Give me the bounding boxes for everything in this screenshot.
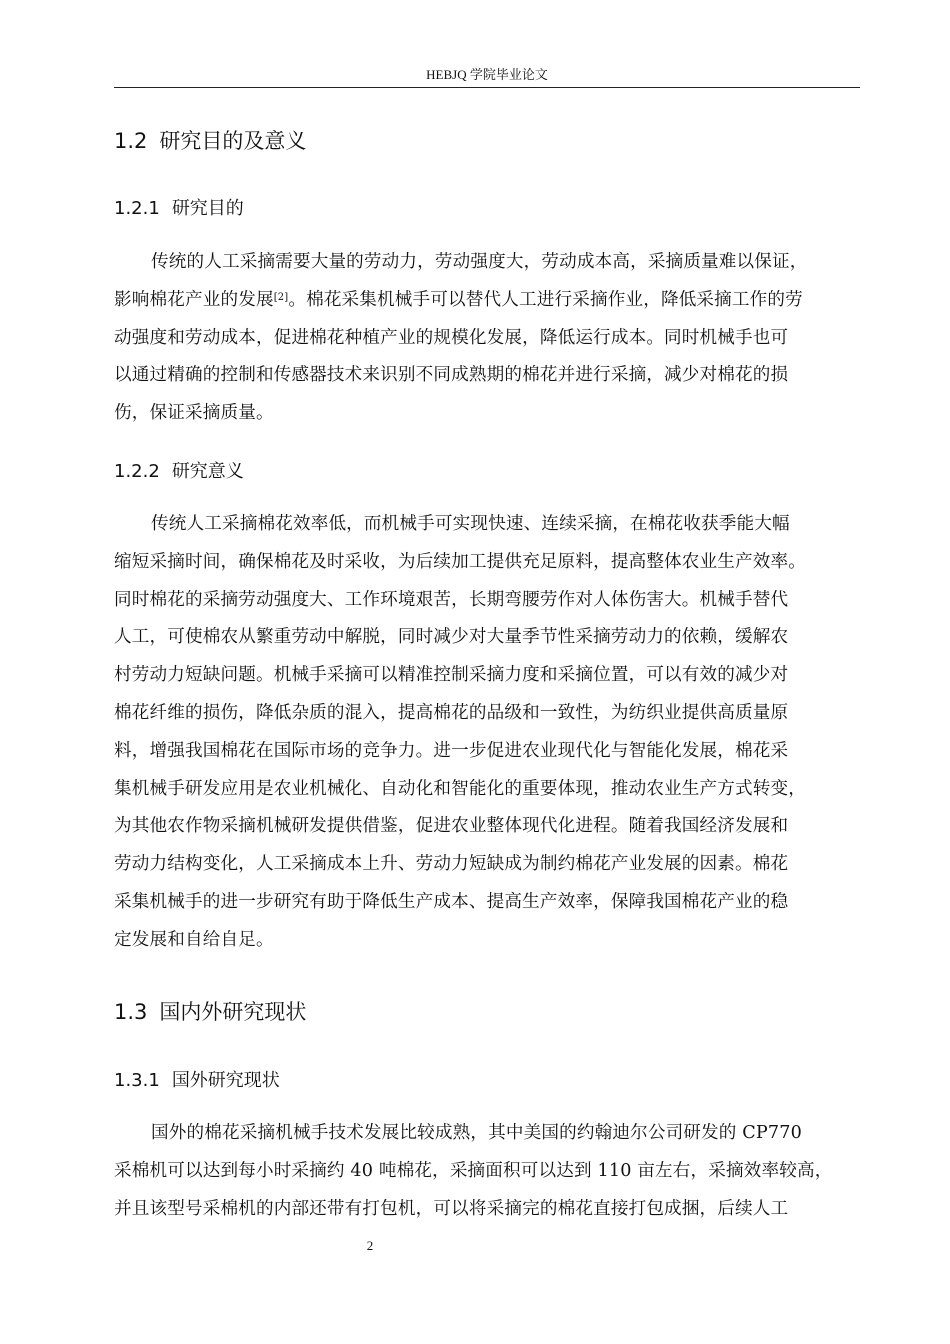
subsection-number: 1.2.1 bbox=[114, 198, 160, 219]
text-line: 采棉机可以达到每小时采摘约 40 吨棉花，采摘面积可以达到 110 亩左右，采摘效率较高， bbox=[114, 1160, 833, 1181]
section-heading-1-3 bbox=[114, 998, 306, 1026]
text-line: 棉花纤维的损伤，降低杂质的混入，提高棉花的品级和一致性，为纺织业提供高质量原 bbox=[114, 702, 789, 723]
subsection-heading-1-3-1 bbox=[114, 1068, 280, 1094]
section-heading-1-2 bbox=[114, 127, 306, 155]
section-title: 国内外研究现状 bbox=[159, 1000, 307, 1024]
header-rule bbox=[114, 87, 860, 88]
page-number: 2 bbox=[366, 1238, 374, 1253]
text-line: 伤，保证采摘质量。 bbox=[114, 403, 274, 424]
text-line: 国外的棉花采摘机械手技术发展比较成熟，其中美国的约翰迪尔公司研发的 CP770 bbox=[151, 1123, 802, 1143]
text-line: 定发展和自给自足。 bbox=[114, 929, 274, 950]
text-line: 传统人工采摘棉花效率低，而机械手可实现快速、连续采摘，在棉花收获季能大幅 bbox=[151, 514, 790, 534]
subsection-number: 1.3.1 bbox=[114, 1070, 160, 1091]
text-line: 人工，可使棉农从繁重劳动中解脱，同时减少对大量季节性采摘劳动力的依赖，缓解农 bbox=[114, 627, 789, 648]
subsection-heading-1-2-1 bbox=[114, 196, 244, 222]
subsection-number: 1.2.2 bbox=[114, 461, 160, 482]
text-line: 采集机械手的进一步研究有助于降低生产成本、提高生产效率，保障我国棉花产业的稳 bbox=[114, 891, 789, 912]
paragraph-research-purpose bbox=[114, 244, 854, 433]
subsection-title: 研究意义 bbox=[171, 461, 244, 482]
subsection-heading-1-2-2 bbox=[114, 459, 244, 485]
subsection-title: 国外研究现状 bbox=[171, 1070, 280, 1091]
text-line: 村劳动力短缺问题。机械手采摘可以精准控制采摘力度和采摘位置，可以有效的减少对 bbox=[114, 665, 789, 686]
text-line bbox=[114, 282, 854, 320]
text-line: 劳动力结构变化，人工采摘成本上升、劳动力短缺成为制约棉花产业发展的因素。棉花 bbox=[114, 854, 789, 875]
citation-ref: [2] bbox=[273, 291, 289, 303]
text-line: 同时棉花的采摘劳动强度大、工作环境艰苦，长期弯腰劳作对人体伤害大。机械手替代 bbox=[114, 589, 789, 610]
paragraph-research-significance bbox=[114, 506, 854, 960]
text-line: 传统的人工采摘需要大量的劳动力，劳动强度大，劳动成本高，采摘质量难以保证， bbox=[151, 252, 808, 272]
section-number: 1.2 bbox=[114, 129, 148, 153]
text-line: 为其他农作物采摘机械研发提供借鉴，促进农业整体现代化进程。随着我国经济发展和 bbox=[114, 816, 789, 837]
section-number: 1.3 bbox=[114, 1000, 148, 1024]
subsection-title: 研究目的 bbox=[171, 198, 244, 219]
text-line: 料，增强我国棉花在国际市场的竞争力。进一步促进农业现代化与智能化发展，棉花采 bbox=[114, 740, 789, 761]
text-line: 动强度和劳动成本，促进棉花种植产业的规模化发展，降低运行成本。同时机械手也可 bbox=[114, 327, 789, 348]
running-header: HEBJQ 学院毕业论文 bbox=[426, 67, 548, 82]
text-line: 以通过精确的控制和传感器技术来识别不同成熟期的棉花并进行采摘，减少对棉花的损 bbox=[114, 365, 789, 386]
text-segment: 影响棉花产业的发展 bbox=[114, 289, 274, 310]
text-line: 缩短采摘时间，确保棉花及时采收，为后续加工提供充足原料，提高整体农业生产效率。 bbox=[114, 551, 807, 572]
text-line: 并且该型号采棉机的内部还带有打包机，可以将采摘完的棉花直接打包成捆，后续人工 bbox=[114, 1198, 789, 1219]
text-line: 集机械手研发应用是农业机械化、自动化和智能化的重要体现，推动农业生产方式转变， bbox=[114, 778, 807, 799]
text-segment: 。棉花采集机械手可以替代人工进行采摘作业，降低采摘工作的劳 bbox=[288, 289, 803, 310]
paragraph-foreign-research bbox=[114, 1115, 854, 1228]
section-title: 研究目的及意义 bbox=[159, 129, 307, 153]
